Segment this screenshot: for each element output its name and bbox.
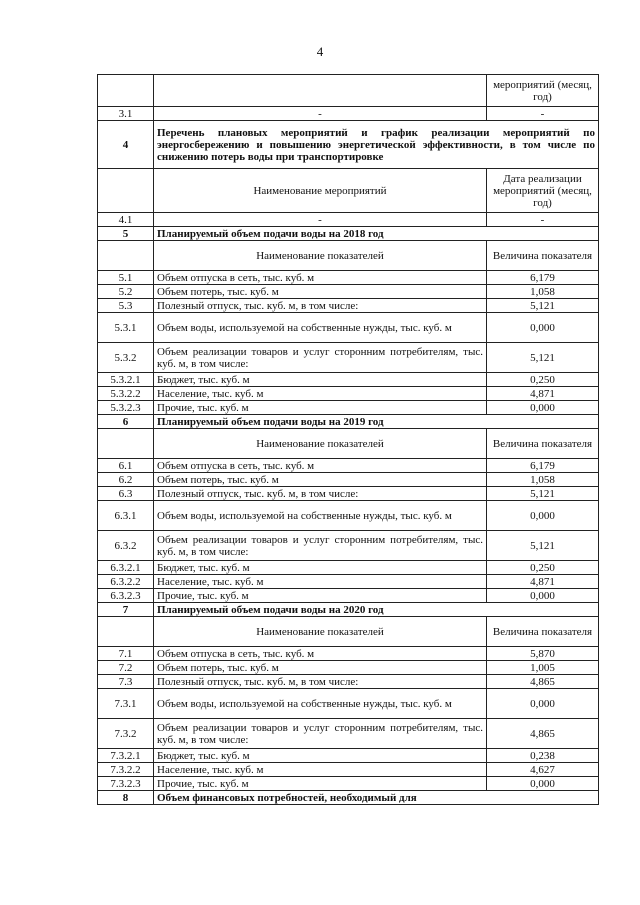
indicator-name: Объем реализации товаров и услуг сторонним потребителям, тыс. куб. м, в том числе: xyxy=(154,719,487,749)
table-row xyxy=(98,387,599,401)
row-number: 6.3.2.1 xyxy=(98,561,154,575)
section-number: 4 xyxy=(98,121,154,169)
table-row xyxy=(98,777,599,791)
indicator-name: Бюджет, тыс. куб. м xyxy=(154,561,487,575)
indicator-name: Объем реализации товаров и услуг сторонним потребителям, тыс. куб. м, в том числе: xyxy=(154,531,487,561)
indicator-value: 4,627 xyxy=(487,763,599,777)
table-header-row xyxy=(98,169,599,213)
row-number: 5.3.2 xyxy=(98,343,154,373)
row-number: 5.3.2.3 xyxy=(98,401,154,415)
header-name: Наименование показателей xyxy=(154,617,487,647)
indicator-name: Прочие, тыс. куб. м xyxy=(154,777,487,791)
row-number: 6.2 xyxy=(98,473,154,487)
indicator-value: 4,871 xyxy=(487,387,599,401)
indicator-value: 5,870 xyxy=(487,647,599,661)
indicator-value: 1,058 xyxy=(487,285,599,299)
table-row xyxy=(98,343,599,373)
header-value: Величина показателя xyxy=(487,429,599,459)
table-row xyxy=(98,675,599,689)
section-number: 8 xyxy=(98,791,154,805)
indicator-name: Объем отпуска в сеть, тыс. куб. м xyxy=(154,271,487,285)
row-number: 5.2 xyxy=(98,285,154,299)
indicator-name: Объем воды, используемой на собственные нужды, тыс. куб. м xyxy=(154,689,487,719)
table-row xyxy=(98,689,599,719)
indicator-name: Население, тыс. куб. м xyxy=(154,387,487,401)
indicator-value: 0,000 xyxy=(487,313,599,343)
header-num xyxy=(98,169,154,213)
section-title: Планируемый объем подачи воды на 2019 год xyxy=(154,415,599,429)
indicator-name: Объем воды, используемой на собственные нужды, тыс. куб. м xyxy=(154,501,487,531)
table-row xyxy=(98,75,599,107)
section-title: Планируемый объем подачи воды на 2020 год xyxy=(154,603,599,617)
row-number: 7.3.1 xyxy=(98,689,154,719)
indicator-value: 5,121 xyxy=(487,487,599,501)
table-row xyxy=(98,213,599,227)
section-row xyxy=(98,603,599,617)
indicator-name: Бюджет, тыс. куб. м xyxy=(154,373,487,387)
section-number: 5 xyxy=(98,227,154,241)
section-row xyxy=(98,791,599,805)
section-title: Перечень плановых мероприятий и график реализации мероприятий по энергосбережению и повышению энергетической эффективности, в том числе по снижению потерь воды при транспортировке xyxy=(154,121,599,169)
table-row xyxy=(98,487,599,501)
activity-name: - xyxy=(154,107,487,121)
table-row xyxy=(98,373,599,387)
row-number: 6.3 xyxy=(98,487,154,501)
cell-num xyxy=(98,75,154,107)
page-number: 4 xyxy=(316,44,324,59)
row-number: 7.3.2.2 xyxy=(98,763,154,777)
header-name: Наименование мероприятий xyxy=(154,169,487,213)
cell-date-header: мероприятий (месяц, год) xyxy=(487,75,599,107)
table-row xyxy=(98,313,599,343)
table-row xyxy=(98,589,599,603)
table-body xyxy=(98,75,599,805)
indicator-value: 5,121 xyxy=(487,299,599,313)
table-row xyxy=(98,271,599,285)
header-date: Дата реализации мероприятий (месяц, год) xyxy=(487,169,599,213)
table-row xyxy=(98,749,599,763)
row-number: 6.3.2.3 xyxy=(98,589,154,603)
row-number: 7.3.2.1 xyxy=(98,749,154,763)
header-value: Величина показателя xyxy=(487,241,599,271)
row-number: 5.3 xyxy=(98,299,154,313)
section-number: 7 xyxy=(98,603,154,617)
indicator-value: 6,179 xyxy=(487,271,599,285)
row-number: 7.1 xyxy=(98,647,154,661)
row-number: 3.1 xyxy=(98,107,154,121)
indicator-name: Объем отпуска в сеть, тыс. куб. м xyxy=(154,647,487,661)
section-title: Планируемый объем подачи воды на 2018 год xyxy=(154,227,599,241)
table-row xyxy=(98,647,599,661)
section-title: Объем финансовых потребностей, необходимый для xyxy=(154,791,599,805)
indicator-value: 4,865 xyxy=(487,675,599,689)
table-row xyxy=(98,285,599,299)
header-num xyxy=(98,617,154,647)
table-row xyxy=(98,501,599,531)
indicator-value: 1,005 xyxy=(487,661,599,675)
indicator-name: Полезный отпуск, тыс. куб. м, в том числе: xyxy=(154,675,487,689)
document-table xyxy=(97,74,599,805)
table-row xyxy=(98,661,599,675)
section-row xyxy=(98,227,599,241)
indicator-name: Объем потерь, тыс. куб. м xyxy=(154,473,487,487)
indicator-value: 0,238 xyxy=(487,749,599,763)
indicator-name: Население, тыс. куб. м xyxy=(154,575,487,589)
table-row xyxy=(98,531,599,561)
row-number: 7.3 xyxy=(98,675,154,689)
indicator-name: Объем потерь, тыс. куб. м xyxy=(154,661,487,675)
section-number: 6 xyxy=(98,415,154,429)
indicator-name: Объем отпуска в сеть, тыс. куб. м xyxy=(154,459,487,473)
indicator-value: 0,000 xyxy=(487,689,599,719)
indicator-name: Бюджет, тыс. куб. м xyxy=(154,749,487,763)
table-row xyxy=(98,719,599,749)
indicator-name: Объем воды, используемой на собственные нужды, тыс. куб. м xyxy=(154,313,487,343)
indicator-name: Полезный отпуск, тыс. куб. м, в том числе: xyxy=(154,299,487,313)
header-num xyxy=(98,241,154,271)
indicator-value: 0,000 xyxy=(487,777,599,791)
section-row xyxy=(98,415,599,429)
indicator-name: Прочие, тыс. куб. м xyxy=(154,589,487,603)
indicator-value: 6,179 xyxy=(487,459,599,473)
table-header-row xyxy=(98,429,599,459)
indicator-value: 5,121 xyxy=(487,343,599,373)
activity-name: - xyxy=(154,213,487,227)
row-number: 7.3.2.3 xyxy=(98,777,154,791)
table-row xyxy=(98,459,599,473)
table-row xyxy=(98,107,599,121)
indicator-value: 0,000 xyxy=(487,501,599,531)
table-row xyxy=(98,299,599,313)
table-row xyxy=(98,763,599,777)
row-number: 5.3.2.1 xyxy=(98,373,154,387)
indicator-name: Прочие, тыс. куб. м xyxy=(154,401,487,415)
indicator-value: 0,000 xyxy=(487,589,599,603)
indicator-value: 4,865 xyxy=(487,719,599,749)
row-number: 5.3.1 xyxy=(98,313,154,343)
row-number: 5.3.2.2 xyxy=(98,387,154,401)
indicator-value: 5,121 xyxy=(487,531,599,561)
indicator-value: 0,250 xyxy=(487,561,599,575)
row-number: 7.2 xyxy=(98,661,154,675)
row-number: 6.1 xyxy=(98,459,154,473)
row-number: 5.1 xyxy=(98,271,154,285)
section-row xyxy=(98,121,599,169)
header-name: Наименование показателей xyxy=(154,241,487,271)
row-number: 6.3.2 xyxy=(98,531,154,561)
table-row xyxy=(98,561,599,575)
table-row xyxy=(98,401,599,415)
row-number: 6.3.2.2 xyxy=(98,575,154,589)
header-num xyxy=(98,429,154,459)
row-number: 4.1 xyxy=(98,213,154,227)
row-number: 7.3.2 xyxy=(98,719,154,749)
indicator-name: Полезный отпуск, тыс. куб. м, в том числе: xyxy=(154,487,487,501)
header-name: Наименование показателей xyxy=(154,429,487,459)
indicator-name: Объем реализации товаров и услуг сторонним потребителям, тыс. куб. м, в том числе: xyxy=(154,343,487,373)
table-row xyxy=(98,575,599,589)
activity-date: - xyxy=(487,107,599,121)
header-value: Величина показателя xyxy=(487,617,599,647)
indicator-value: 0,000 xyxy=(487,401,599,415)
table-header-row xyxy=(98,241,599,271)
table-header-row xyxy=(98,617,599,647)
cell-name xyxy=(154,75,487,107)
indicator-value: 1,058 xyxy=(487,473,599,487)
indicator-value: 4,871 xyxy=(487,575,599,589)
indicator-value: 0,250 xyxy=(487,373,599,387)
table-row xyxy=(98,473,599,487)
row-number: 6.3.1 xyxy=(98,501,154,531)
indicator-name: Население, тыс. куб. м xyxy=(154,763,487,777)
indicator-name: Объем потерь, тыс. куб. м xyxy=(154,285,487,299)
activity-date: - xyxy=(487,213,599,227)
